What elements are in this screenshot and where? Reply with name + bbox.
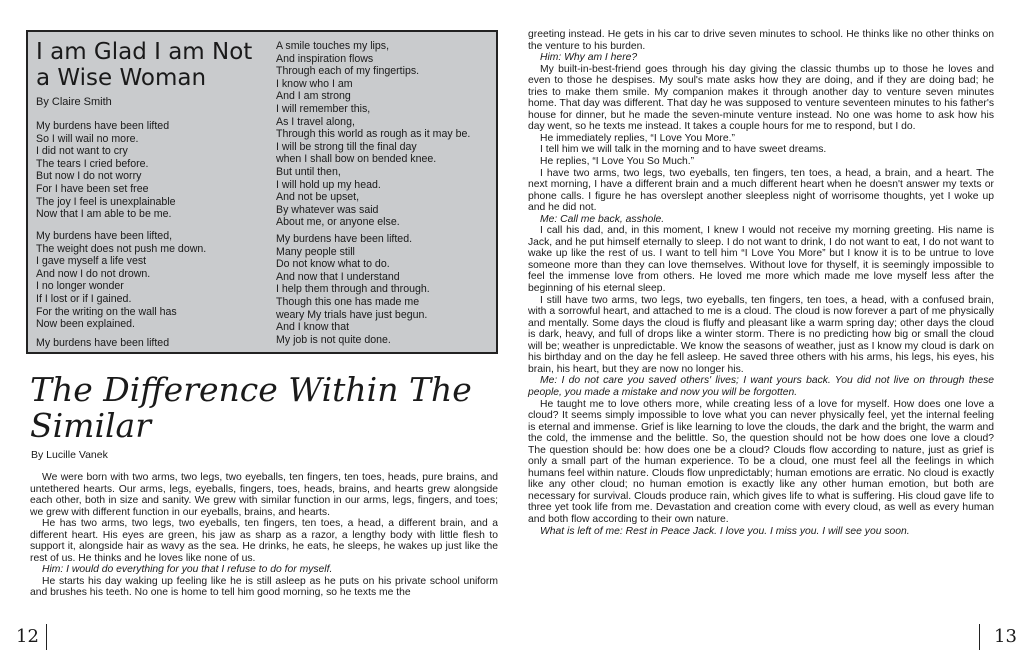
poem-line: Now been explained. bbox=[36, 318, 135, 331]
poem-line: Do not know what to do. bbox=[276, 258, 390, 271]
poem-stanza bbox=[276, 233, 430, 346]
poem-line: I no longer wonder bbox=[36, 280, 124, 293]
page-number-right: 13 bbox=[994, 626, 1017, 647]
poem-line: For the writing on the wall has bbox=[36, 305, 177, 318]
essay-author: By Lucille Vanek bbox=[31, 449, 108, 461]
poem-line: As I travel along, bbox=[276, 115, 355, 128]
poem-line: I help them through and through. bbox=[276, 283, 430, 296]
page-number-divider-right bbox=[979, 624, 980, 650]
poem-box bbox=[26, 30, 498, 354]
essay-paragraph: He taught me to love others more, while creating less of a love for myself. How does one love a cloud? It seems simply impossible to love what you can never physically feel, yet the internal feeling is eternal and immense. Grief is like learning to love the clouds, the dark and the bright, the warm and the cold, the immense and the belittle. So, the question should not be how does one love a cloud? The question should be: how does one be a cloud? Clouds flow according to nature, just as grief is only a small part of the human experience. To be a cloud, one must feel all the feelings in which humans feel within nature. Clouds flow unpredictably; human emotions are erratic. No cloud is exactly like any other cloud; no human emotion is exactly like any other human emotion, but both are necessary for survival. Clouds produce rain, which gives life to what is suffering. His cloud gave life to three yet took life from me. Devastation and creation come with every cloud, as well as every human and both flow according to their own nature. bbox=[528, 398, 994, 525]
essay-paragraph: He has two arms, two legs, two eyeballs, ten fingers, ten toes, a head, a different brain, and a different heart. His eyes are green, his jaw as sharp as a razor, a lengthy body with little flesh to support it, alongside hair as wavy as the sea. He drinks, he eats, he sleeps, he wakes up just like the rest of us. He thinks and he loves like none of us. bbox=[30, 518, 498, 564]
essay-paragraph: My built-in-best-friend goes through his day giving the classic thumbs up to those he loves and even to those he despises. My soul's mate asks how they are doing, and if they are doing bad; he tries to make them smile. My companion makes it through another day to venture seven minutes home. That day was different. That day he was supposed to venture seventeen minutes to his father's house for dinner, but he made the seven-minute venture instead. No one was home to ask how his day went, so he texts me instead. It takes a couple hours for me to respond, but I do. bbox=[528, 63, 994, 133]
poem-line: A smile touches my lips, bbox=[276, 40, 390, 52]
page-number-left: 12 bbox=[16, 626, 39, 647]
poem-line: Now that I am able to be me. bbox=[36, 208, 172, 221]
poem-line: My burdens have been lifted. bbox=[276, 233, 413, 245]
poem-line: My job is not quite done. bbox=[276, 333, 391, 346]
poem-line: About me, or anyone else. bbox=[276, 216, 400, 229]
poem-stanza bbox=[276, 40, 470, 229]
essay-paragraph: greeting instead. He gets in his car to drive seven minutes to school. He thinks like no other thinks on the venture to his burden. bbox=[528, 29, 994, 52]
dialogue-line: What is left of me: Rest in Peace Jack. I love you. I miss you. I will see you soon. bbox=[540, 525, 910, 537]
poem-line: And I know that bbox=[276, 321, 350, 334]
poem-line: The weight does not push me down. bbox=[36, 242, 207, 255]
essay-paragraph: He replies, “I Love You So Much.” bbox=[540, 156, 695, 168]
essay-paragraph: We were born with two arms, two legs, two eyeballs, ten fingers, ten toes, heads, pure brains, and untethered hearts. Our arms, legs, eyeballs, fingers, toes, heads, brains, and hearts grew alongside each other, both in size and sanity. We grew with similar function in our arms, legs, fingers, and toes; we grew with different function in our eyeballs, brains, and hearts. bbox=[30, 472, 498, 518]
essay-paragraph: I have two arms, two legs, two eyeballs, ten fingers, ten toes, a head, a brain, and a heart. The next morning, I have a different brain and a much different heart when he doesn't answer my texts or phone calls. I figure he has overslept another sleepless night of worrisome thoughts, yet I woke up and he did not. bbox=[528, 167, 994, 214]
dialogue-line: Me: Call me back, asshole. bbox=[540, 213, 665, 225]
essay-left-column bbox=[30, 472, 498, 599]
page-number-divider-left bbox=[46, 624, 47, 650]
poem-line: My burdens have been lifted bbox=[36, 337, 170, 349]
poem-line: weary My trials have just begun. bbox=[276, 308, 428, 321]
poem-line: And I am strong bbox=[276, 90, 351, 103]
poem-line: I gave myself a life vest bbox=[36, 255, 147, 268]
poem-line: The joy I feel is unexplainable bbox=[36, 195, 176, 208]
poem-line: So I will wail no more. bbox=[36, 132, 139, 145]
poem-line: I know who I am bbox=[276, 77, 353, 90]
poem-line: I will remember this, bbox=[276, 102, 371, 115]
essay-paragraph: He starts his day waking up feeling like he is still asleep as he puts on his private school uniform and brushes his teeth. No one is home to tell him good morning, so he texts me the bbox=[30, 575, 498, 599]
poem-line: My burdens have been lifted, bbox=[36, 230, 173, 242]
poem-line: But until then, bbox=[276, 165, 341, 178]
poem-line: I did not want to cry bbox=[36, 145, 128, 158]
poem-stanza bbox=[36, 337, 169, 350]
poem-line: And now that I understand bbox=[276, 270, 400, 283]
dialogue-line: Him: I would do everything for you that I refuse to do for myself. bbox=[42, 564, 333, 576]
poem-line: Many people still bbox=[276, 245, 355, 258]
poem-line: Through this world as rough as it may be. bbox=[276, 128, 471, 141]
essay-title: The Difference Within The Similar bbox=[30, 370, 472, 445]
dialogue-line: Him: Why am I here? bbox=[540, 52, 638, 64]
poem-line: And not be upset, bbox=[276, 191, 360, 204]
essay-paragraph: I tell him we will talk in the morning and to have sweet dreams. bbox=[540, 144, 827, 156]
poem-line: My burdens have been lifted bbox=[36, 120, 170, 132]
poem-line: For I have been set free bbox=[36, 182, 149, 195]
essay-paragraph: I call his dad, and, in this moment, I knew I would not receive my morning greeting. His name is Jack, and he put himself eternally to sleep. I do not want to drink, I do not want to eat, I do not want to wake up like the rest of us. I want to tell him “I Love You More” but I know it is to be untrue to love someone more than they can love themselves. Without love for thyself, it is seemingly impossible to feel the immense love from others. He loved me more which made me love myself less after the beginning of his eternal sleep. bbox=[528, 225, 994, 295]
essay-paragraph: He immediately replies, “I Love You More.” bbox=[540, 132, 735, 144]
essay-paragraph: I still have two arms, two legs, two eyeballs, ten fingers, ten toes, a head, with a confused brain, with a sorrowful heart, and attached to me is a cloud. The cloud is now forever a part of me physically and mentally. Some days the cloud is fluffy and pleasant like a warm spring day; other days the cloud is dark, heavy, and full of drops like a winter storm. There is no predicting how big or small the cloud will be; weather is unpredictable. We know the seasons of weather, just as I know my cloud is dark on his birthday and on the day he fell asleep. He saved three others with his arms, his legs, his eyes, his brain, his heart, but they are now no longer his. bbox=[528, 294, 994, 375]
poem-line: But now I do not worry bbox=[36, 170, 142, 183]
poem-line: By whatever was said bbox=[276, 203, 379, 216]
poem-line: If I lost or if I gained. bbox=[36, 292, 132, 305]
essay-right-column bbox=[528, 29, 994, 537]
poem-stanza bbox=[36, 120, 176, 221]
poem-line: I will hold up my head. bbox=[276, 178, 381, 191]
poem-author: By Claire Smith bbox=[36, 96, 112, 108]
dialogue-line: Me: I do not care you saved others' lives; I want yours back. You did not live on through these people, you made a mistake and now you will be forgotten. bbox=[528, 375, 994, 398]
poem-line: Though this one has made me bbox=[276, 295, 420, 308]
poem-line: I will be strong till the final day bbox=[276, 140, 417, 153]
poem-title: I am Glad I am Not a Wise Woman bbox=[36, 39, 253, 91]
poem-line: when I shall bow on bended knee. bbox=[276, 153, 437, 166]
poem-line: And now I do not drown. bbox=[36, 267, 151, 280]
poem-stanza bbox=[36, 230, 206, 331]
poem-line: The tears I cried before. bbox=[36, 157, 149, 170]
poem-line: Through each of my fingertips. bbox=[276, 65, 420, 78]
poem-line: And inspiration flows bbox=[276, 52, 374, 65]
